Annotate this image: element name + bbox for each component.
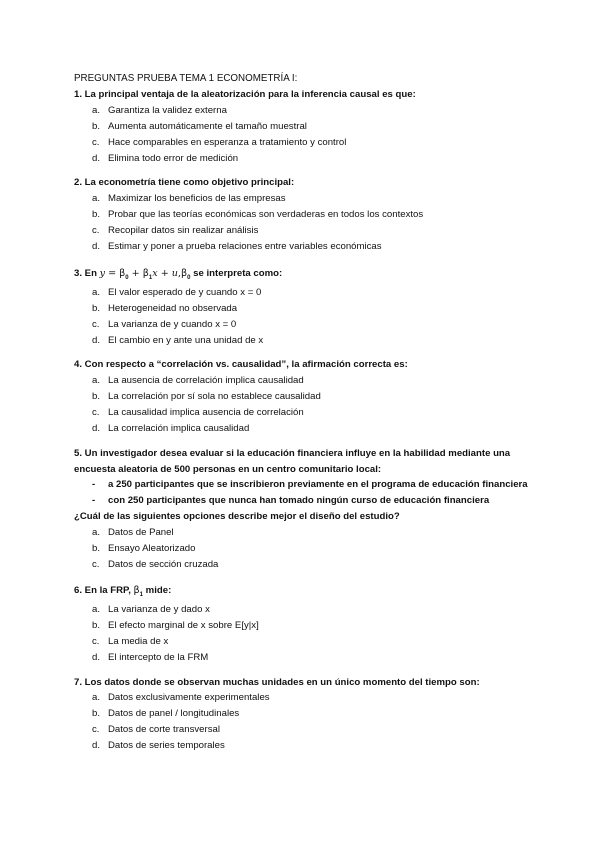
option-text: La ausencia de correlación implica causalidad: [108, 375, 304, 387]
question-4-text: 4. Con respecto a “correlación vs. causalidad”, la afirmación correcta es:: [74, 359, 408, 371]
question-3-text: [74, 264, 544, 283]
question-3: [74, 264, 544, 349]
option-item: [92, 722, 544, 738]
option-text: La correlación por sí sola no establece causalidad: [108, 391, 321, 403]
option-text: La varianza de y dado x: [108, 604, 210, 615]
equation-beta1-subscript: 1: [148, 274, 153, 281]
question-5-bullets: [74, 477, 544, 509]
option-item: [92, 191, 544, 207]
option-text: Garantiza la validez externa: [108, 104, 227, 116]
option-item: [92, 151, 544, 167]
document-title: PREGUNTAS PRUEBA TEMA 1 ECONOMETRÍA I:: [74, 73, 298, 84]
question-6-text: [74, 582, 544, 600]
option-text: Elimina todo error de medición: [108, 152, 239, 164]
equation-x: x: [152, 267, 158, 279]
option-text: Ensayo Aleatorizado: [108, 543, 196, 555]
option-text: Recopilar datos sin realizar análisis: [108, 225, 259, 237]
option-text: Datos de panel / longitudinales: [108, 708, 240, 720]
option-text: Estimar y poner a prueba relaciones entre variables económicas: [108, 240, 382, 252]
option-text: Datos de series temporales: [108, 740, 225, 752]
option-item: [92, 317, 544, 333]
question-4: [74, 357, 544, 436]
option-text: La varianza de y cuando x = 0: [108, 318, 237, 330]
bullet-dash: -: [92, 479, 96, 491]
question-3-prefix: 3. En: [74, 267, 100, 279]
question-1-options: [74, 103, 544, 167]
option-item: [92, 690, 544, 706]
option-letter: a.: [92, 193, 101, 205]
option-text: El intercepto de la FRM: [108, 651, 209, 663]
option-item: [92, 602, 544, 618]
question-5-text: 5. Un investigador desea evaluar si la educación financiera influye en la habilidad mediante una encuesta aleatoria de 500 personas en un centro comunitario local:: [74, 447, 511, 475]
option-letter: b.: [92, 209, 101, 221]
question-2-text: 2. La econometría tiene como objetivo principal:: [74, 177, 295, 189]
equation-beta0-subscript: 0: [125, 274, 129, 281]
option-letter: c.: [92, 407, 100, 419]
document-content: [74, 71, 544, 754]
spacer: [74, 437, 544, 446]
equation-comma: ,: [177, 267, 182, 279]
equation-u: u: [171, 267, 178, 279]
option-letter: c.: [92, 136, 100, 148]
option-letter: d.: [92, 422, 101, 434]
option-letter: d.: [92, 651, 101, 663]
option-text: Datos de corte transversal: [108, 724, 220, 736]
option-item: [92, 119, 544, 135]
option-item: [92, 333, 544, 349]
spacer: [74, 255, 544, 264]
option-item: [92, 207, 544, 223]
option-item: [92, 618, 544, 634]
option-letter: c.: [92, 225, 100, 237]
option-text: Probar que las teorías económicas son verdaderas en todos los contextos: [108, 209, 424, 221]
question-2: [74, 175, 544, 254]
option-text: Datos de Panel: [108, 527, 174, 539]
bullet-item: [92, 477, 544, 493]
option-letter: d.: [92, 334, 101, 346]
question-6: [74, 582, 544, 666]
option-letter: d.: [92, 152, 101, 164]
option-item: [92, 405, 544, 421]
option-text: Aumenta automáticamente el tamaño muestral: [108, 120, 307, 132]
option-letter: b.: [92, 543, 101, 555]
option-item: [92, 135, 544, 151]
option-item: [92, 239, 544, 255]
option-letter: b.: [92, 708, 101, 720]
option-text: La correlación implica causalidad: [108, 422, 250, 434]
question-5-options: [74, 525, 544, 573]
bullet-dash: -: [92, 495, 96, 507]
question-2-options: [74, 191, 544, 255]
option-text: El efecto marginal de x sobre E[y|x]: [108, 619, 259, 631]
option-letter: b.: [92, 120, 101, 132]
option-item: [92, 541, 544, 557]
question-1-text: 1. La principal ventaja de la aleatorización para la inferencia causal es que:: [74, 89, 416, 100]
option-text: Hace comparables en esperanza a tratamiento y control: [108, 136, 347, 148]
option-text: Datos exclusivamente experimentales: [108, 692, 270, 704]
option-text: Datos de sección cruzada: [108, 559, 219, 571]
option-item: [92, 421, 544, 437]
option-text: Maximizar los beneficios de las empresas: [108, 193, 286, 205]
question-6-suffix: mide:: [143, 585, 172, 596]
option-item: [92, 557, 544, 573]
option-item: [92, 285, 544, 301]
spacer: [74, 166, 544, 175]
bullet-text: con 250 participantes que nunca han tomado ningún curso de educación financiera: [108, 495, 490, 507]
option-text: El valor esperado de y cuando x = 0: [108, 286, 262, 298]
equation-y: y: [99, 267, 106, 279]
option-text: El cambio en y ante una unidad de x: [108, 334, 264, 346]
beta-symbol: β: [133, 585, 140, 596]
interpreted-beta-subscript: 0: [187, 274, 191, 281]
question-5: [74, 446, 544, 573]
option-letter: a.: [92, 286, 101, 298]
interpreted-beta: β: [181, 267, 188, 279]
option-letter: a.: [92, 692, 101, 704]
beta-subscript: 1: [139, 592, 144, 598]
option-letter: a.: [92, 527, 101, 539]
spacer: [74, 573, 544, 582]
bullet-item: [92, 493, 544, 509]
spacer: [74, 666, 544, 675]
equation-plus-2: +: [157, 267, 172, 279]
question-7-options: [74, 690, 544, 754]
option-item: [92, 389, 544, 405]
question-6-prefix: 6. En la FRP,: [74, 585, 134, 596]
option-letter: c.: [92, 724, 100, 736]
question-7: [74, 675, 544, 754]
option-item: [92, 738, 544, 754]
bullet-text: a 250 participantes que se inscribieron previamente en el programa de educación financiera: [108, 479, 528, 491]
option-letter: d.: [92, 240, 101, 252]
option-item: [92, 706, 544, 722]
option-letter: d.: [92, 740, 101, 752]
equation-equals: =: [105, 267, 120, 279]
option-letter: c.: [92, 635, 100, 647]
option-letter: b.: [92, 302, 101, 314]
option-item: [92, 301, 544, 317]
option-letter: a.: [92, 104, 101, 116]
option-text: Heterogeneidad no observada: [108, 302, 238, 314]
option-letter: b.: [92, 391, 101, 403]
option-letter: b.: [92, 619, 101, 631]
option-item: [92, 525, 544, 541]
option-letter: a.: [92, 375, 101, 387]
question-3-options: [74, 285, 544, 349]
spacer: [74, 348, 544, 357]
question-3-suffix: se interpreta como:: [190, 267, 283, 279]
option-text: La media de x: [108, 635, 169, 647]
option-letter: a.: [92, 604, 101, 615]
question-6-options: [74, 602, 544, 666]
option-item: [92, 373, 544, 389]
option-letter: c.: [92, 559, 100, 571]
option-letter: c.: [92, 318, 100, 330]
option-item: [92, 103, 544, 119]
equation-beta1: β: [142, 267, 149, 279]
option-text: La causalidad implica ausencia de correlación: [108, 407, 304, 419]
equation-plus-1: +: [128, 267, 143, 279]
question-4-options: [74, 373, 544, 437]
question-7-text: 7. Los datos donde se observan muchas unidades en un único momento del tiempo son:: [74, 676, 480, 688]
option-item: [92, 650, 544, 666]
option-item: [92, 223, 544, 239]
equation-beta0: β: [119, 267, 126, 279]
option-item: [92, 634, 544, 650]
question-5-followup: ¿Cuál de las siguientes opciones describe mejor el diseño del estudio?: [74, 511, 400, 523]
question-1: [74, 87, 544, 166]
